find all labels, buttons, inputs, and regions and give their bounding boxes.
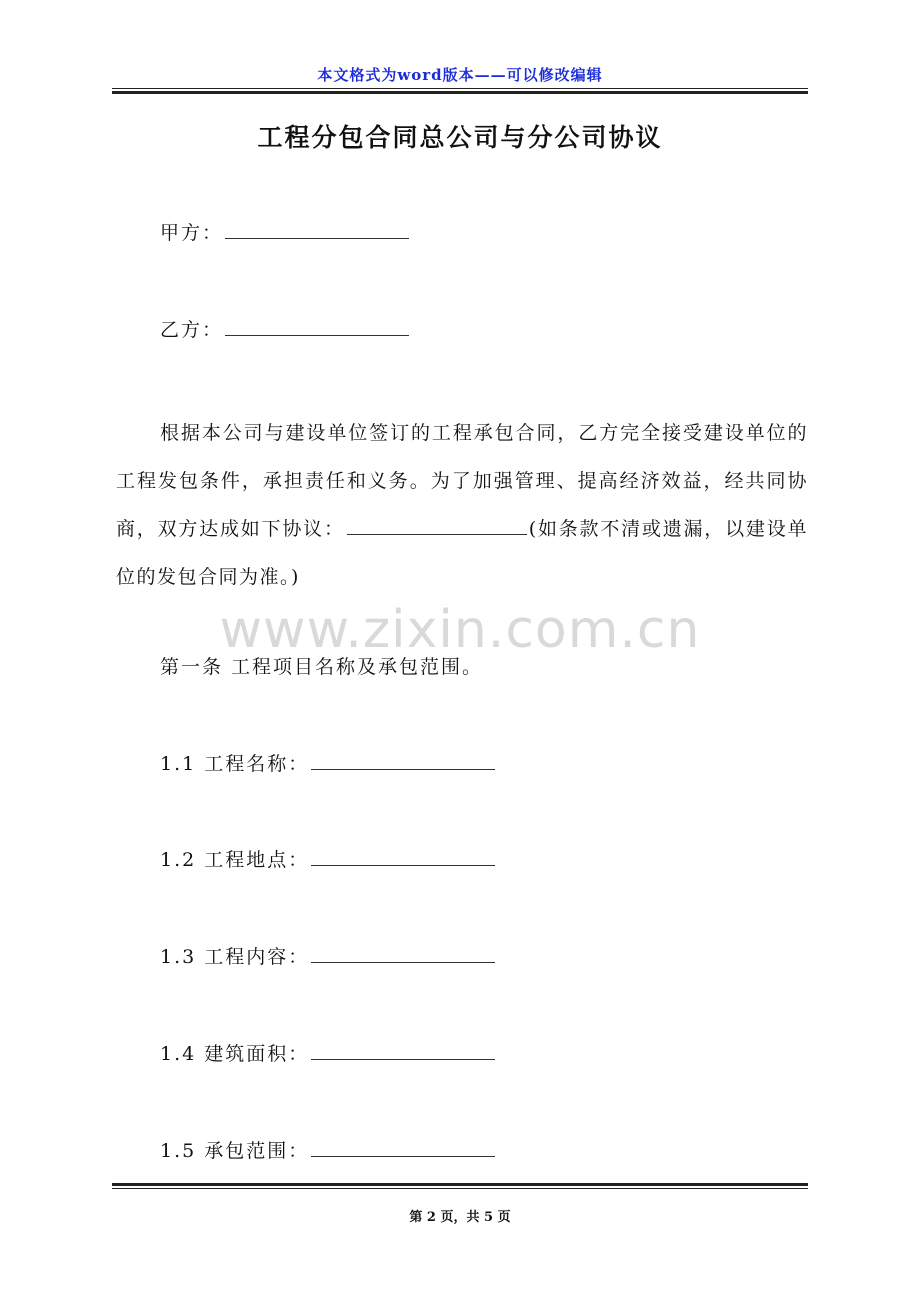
item-building-area [160,1041,495,1066]
footer-rule-thick [112,1183,808,1186]
item-project-location [160,847,495,872]
item-label: 1.1 工程名称： [160,753,310,775]
document-title: 工程分包合同总公司与分公司协议 [257,123,663,152]
footer-rule-thin [112,1188,808,1189]
page-number: 第 2 页，共 5 页 [409,1210,511,1225]
item-label: 1.3 工程内容： [160,946,310,968]
item-label: 1.5 承包范围： [160,1140,310,1162]
item-label: 1.2 工程地点： [160,849,310,871]
intro-note: (如条款不清或遗漏，以建设单位的发包合同为准。) [116,518,808,588]
party-b-label: 乙方： [160,319,224,341]
intro-paragraph [116,409,808,601]
item-blank[interactable] [311,944,495,963]
party-b-line [160,317,409,342]
header-note: 本文格式为word版本——可以修改编辑 [317,66,603,84]
intro-text: 根据本公司与建设单位签订的工程承包合同，乙方完全接受建设单位的工程发包条件，承担责任和义务。为了加强管理、提高经济效益，经共同协商，双方达成如下协议： [116,422,808,540]
item-contract-scope [160,1138,495,1163]
item-project-content [160,944,495,969]
header-rule-thick [112,91,808,94]
party-b-blank[interactable] [225,317,409,336]
item-blank[interactable] [311,1138,495,1157]
header-rule-thin [112,88,808,89]
agreement-blank[interactable] [347,516,527,535]
watermark: www.zixin.com.cn [219,600,701,660]
party-a-line [160,220,409,245]
item-project-name [160,751,495,776]
party-a-label: 甲方： [160,222,224,244]
item-label: 1.4 建筑面积： [160,1043,310,1065]
item-blank[interactable] [311,1041,495,1060]
item-blank[interactable] [311,847,495,866]
article-1-heading: 第一条 工程项目名称及承包范围。 [160,656,484,678]
item-blank[interactable] [311,751,495,770]
party-a-blank[interactable] [225,220,409,239]
